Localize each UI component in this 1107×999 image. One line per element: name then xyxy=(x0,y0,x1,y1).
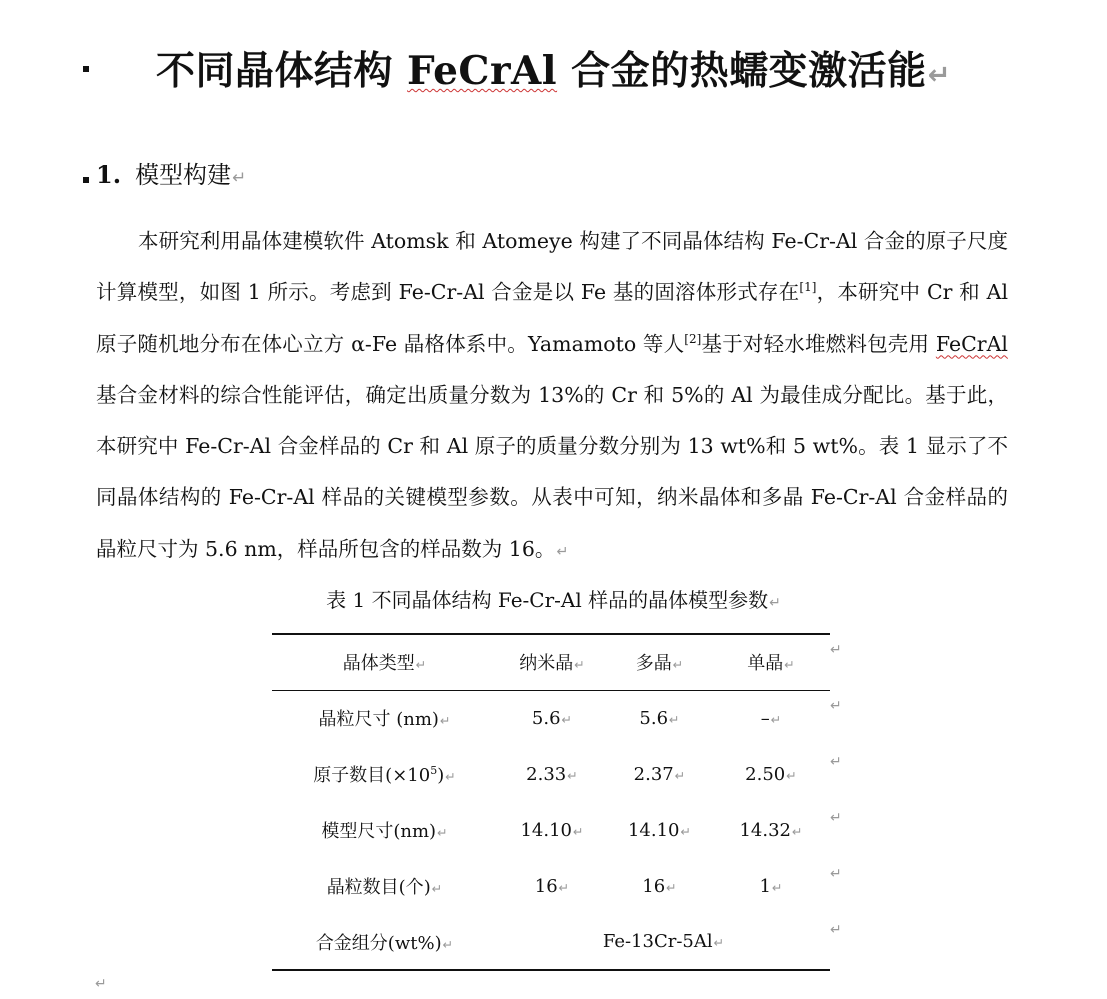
row-label xyxy=(272,914,497,970)
section-number: 1. xyxy=(96,160,122,189)
row-end-mark: ↵ xyxy=(830,698,842,714)
cell-mark: ↵ xyxy=(713,935,725,950)
cell-mark: ↵ xyxy=(437,825,448,840)
header-text: 纳米晶 xyxy=(519,653,574,675)
section-heading xyxy=(96,155,246,190)
cell-value: 2.37 xyxy=(633,763,674,785)
header-text: 晶体类型 xyxy=(342,653,415,675)
row-label-text: 晶粒尺寸 (nm) xyxy=(318,709,439,731)
cell-mark: ↵ xyxy=(771,879,783,895)
table-cell xyxy=(712,858,830,914)
cell-mark: ↵ xyxy=(431,881,443,896)
cell-mark: ↵ xyxy=(784,657,795,673)
row-label xyxy=(272,802,497,858)
cell-mark: ↵ xyxy=(558,879,570,895)
table-cell xyxy=(497,858,607,914)
cell-value: 2.50 xyxy=(745,763,786,785)
parameter-table xyxy=(272,633,830,971)
cell-value: 16 xyxy=(642,875,666,897)
table-header-row xyxy=(272,634,830,690)
header-cell xyxy=(272,634,497,690)
row-end-mark: ↵ xyxy=(830,810,842,826)
paragraph-alloy: FeCrAl xyxy=(935,331,1008,356)
row-label xyxy=(272,858,497,914)
row-end-mark: ↵ xyxy=(830,922,842,938)
header-cell xyxy=(607,634,712,690)
cell-value: 16 xyxy=(534,875,558,897)
citation-2[interactable]: [2] xyxy=(684,331,702,346)
cell-mark: ↵ xyxy=(572,823,584,839)
table-cell xyxy=(607,690,712,746)
table-cell xyxy=(497,690,607,746)
cell-mark: ↵ xyxy=(680,823,692,839)
paragraph-text: 本研究利用晶体建模软件 Atomsk 和 Atomeye 构建了不同晶体结构 Fe-Cr-Al 合金的原子尺度计算模型，如图 1 所示。考虑到 Fe-Cr-Al 合金是以 Fe 基的固溶体形式存在 xyxy=(96,229,1008,305)
cell-mark: ↵ xyxy=(445,769,456,784)
paragraph-text: 基于对轻水堆燃料包壳用 xyxy=(701,331,936,356)
cell-mark: ↵ xyxy=(561,711,573,727)
header-cell xyxy=(712,634,830,690)
cell-mark: ↵ xyxy=(439,713,451,729)
cell-mark: ↵ xyxy=(672,657,684,673)
paragraph-text: 基合金材料的综合性能评估，确定出质量分数为 13%的 Cr 和 5%的 Al 为最佳成分配比。基于此，本研究中 Fe-Cr-Al 合金样品的 Cr 和 Al 原子的质量分数分别为 13 wt%和 5 wt%。表 1 显示了不同晶体结构的 Fe-Cr-Al 样品的关键模型参数。从表中可知，纳米晶体和多晶 Fe-Cr-Al 合金样品的晶粒尺寸为 5.6 nm，样品所包含的样品数为 16。 xyxy=(96,382,1008,561)
row-label-text: 原子数目(×10 xyxy=(313,765,431,786)
cell-value: 14.32 xyxy=(739,819,791,841)
cell-mark: ↵ xyxy=(674,767,686,783)
trailing-paragraph-mark: ↵ xyxy=(95,976,107,992)
cell-value: – xyxy=(760,707,770,729)
cell-mark: ↵ xyxy=(770,711,782,727)
table-cell xyxy=(607,746,712,802)
title-suffix: 合金的热蠕变激活能 xyxy=(557,48,927,94)
cell-mark: ↵ xyxy=(669,711,680,727)
table xyxy=(272,633,830,971)
cell-mark: ↵ xyxy=(574,657,585,673)
row-label-text: 晶粒数目(个) xyxy=(326,877,431,898)
cell-mark: ↵ xyxy=(442,936,454,952)
table-cell xyxy=(712,746,830,802)
header-text: 多晶 xyxy=(635,653,672,675)
cell-mark: ↵ xyxy=(415,657,427,673)
row-label-exponent: 5 xyxy=(430,764,438,777)
row-label-text: 模型尺寸(nm) xyxy=(321,821,437,842)
row-label xyxy=(272,746,497,802)
table-cell xyxy=(497,802,607,858)
cell-mark: ↵ xyxy=(791,823,803,839)
header-cell xyxy=(497,634,607,690)
document-title xyxy=(0,40,1107,96)
cell-mark: ↵ xyxy=(567,767,578,783)
paragraph-text: ，本研究中 Cr 和 Al 原子随机地分布在体心立方 α-Fe 晶格体系中。Yamamoto 等人 xyxy=(96,280,1008,356)
caption-text: 表 1 不同晶体结构 Fe-Cr-Al 样品的晶体模型参数 xyxy=(326,588,769,612)
section-title: 模型构建 xyxy=(135,161,232,189)
paragraph-mark: ↵ xyxy=(769,595,781,611)
cell-value: Fe-13Cr-5Al xyxy=(602,931,713,952)
title-prefix: 不同晶体结构 xyxy=(155,48,408,94)
header-text: 单晶 xyxy=(747,653,784,675)
row-label-text: 合金组分(wt%) xyxy=(315,932,442,954)
table-row xyxy=(272,802,830,858)
row-end-mark: ↵ xyxy=(830,642,842,658)
paragraph-mark: ↵ xyxy=(556,543,569,560)
row-label-text: ) xyxy=(437,765,445,786)
table-cell xyxy=(497,746,607,802)
cell-value: 14.10 xyxy=(627,819,680,841)
table-caption xyxy=(0,584,1107,613)
citation-1[interactable]: [1] xyxy=(799,280,817,295)
table-row xyxy=(272,690,830,746)
table-cell xyxy=(712,802,830,858)
paragraph-mark: ↵ xyxy=(927,60,952,91)
table-row xyxy=(272,746,830,802)
row-end-mark: ↵ xyxy=(830,866,842,882)
cell-mark: ↵ xyxy=(666,879,677,895)
paragraph-mark: ↵ xyxy=(232,167,247,187)
cell-value: 5.6 xyxy=(531,707,561,729)
table-cell xyxy=(607,802,712,858)
table-row xyxy=(272,858,830,914)
body-paragraph xyxy=(96,216,1008,578)
table-cell xyxy=(712,690,830,746)
cell-value: 1 xyxy=(759,875,771,897)
table-cell xyxy=(607,858,712,914)
merged-cell xyxy=(497,914,830,970)
cell-value: 14.10 xyxy=(520,819,572,841)
row-label xyxy=(272,690,497,746)
table-row xyxy=(272,914,830,970)
list-bullet xyxy=(83,177,89,183)
row-end-mark: ↵ xyxy=(830,754,842,770)
cell-mark: ↵ xyxy=(786,767,797,783)
cell-value: 2.33 xyxy=(526,763,567,785)
cell-value: 5.6 xyxy=(639,707,669,729)
title-alloy: FeCrAl xyxy=(407,48,558,94)
